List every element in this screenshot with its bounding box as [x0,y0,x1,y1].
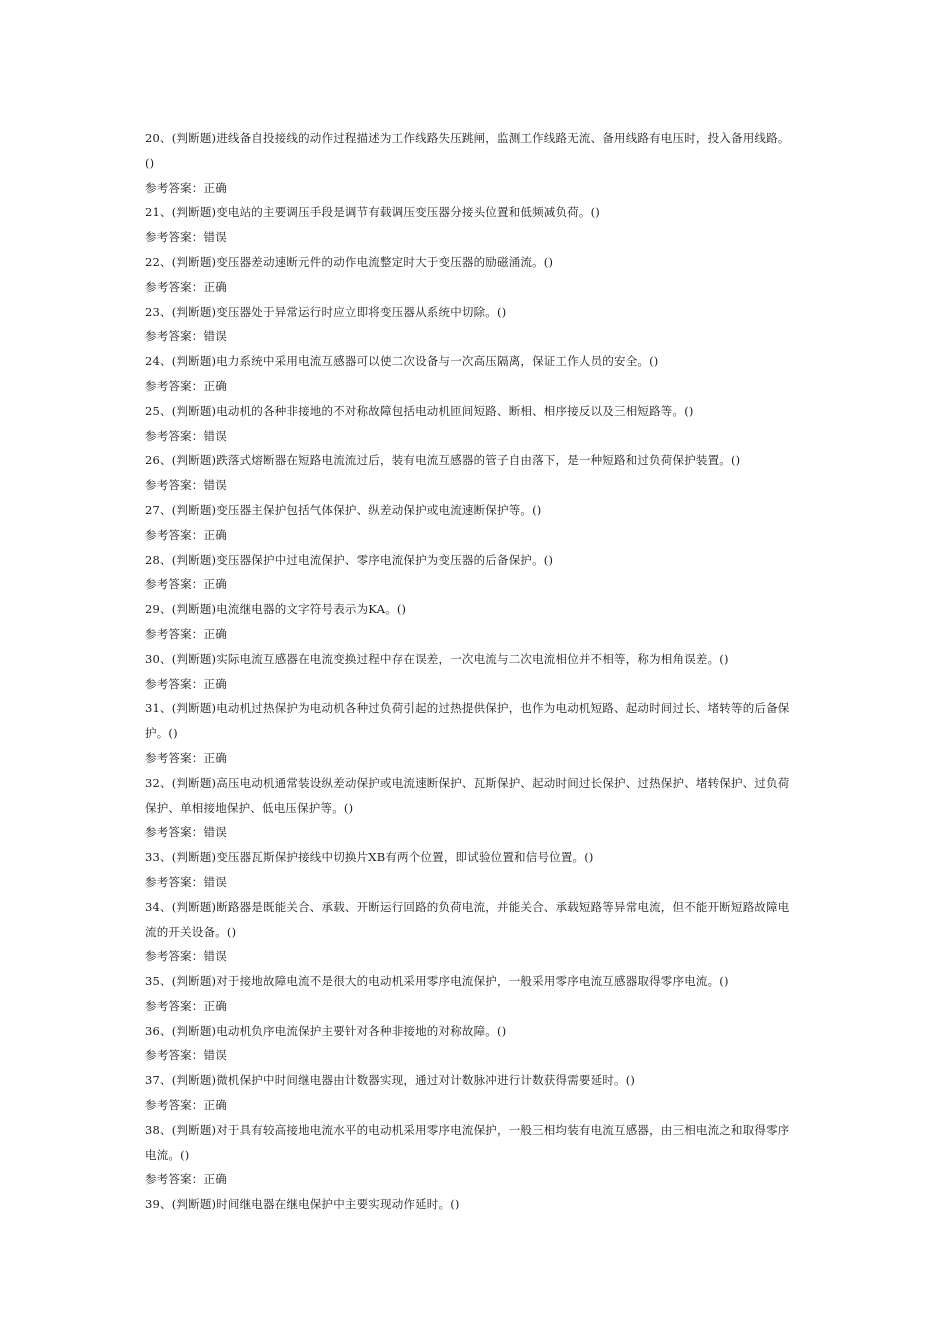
question-20-text: 20、(判断题)进线备自投接线的动作过程描述为工作线路失压跳闸，监测工作线路无流、备用线路有电压时，投入备用线路。 [145,131,790,145]
answer-35: 参考答案：正确 [145,998,227,1013]
answer-28: 参考答案：正确 [145,577,227,592]
question-32-text-cont: 保护、单相接地保护、低电压保护等。() [145,800,354,815]
question-37-text: 37、(判断题)微机保护中时间继电器由计数器实现，通过对计数脉冲进行计数获得需要延时。() [145,1073,636,1088]
answer-26: 参考答案：错误 [145,478,227,493]
answer-32: 参考答案：错误 [145,825,227,840]
answer-33: 参考答案：错误 [145,874,227,889]
question-28-text: 28、(判断题)变压器保护中过电流保护、零序电流保护为变压器的后备保护。() [145,552,554,567]
answer-31: 参考答案：正确 [145,750,227,765]
question-30-text: 30、(判断题)实际电流互感器在电流变换过程中存在误差，一次电流与二次电流相位并不相等，称为相角误差。() [145,651,729,666]
question-23-text: 23、(判断题)变压器处于异常运行时应立即将变压器从系统中切除。() [145,304,507,319]
answer-37: 参考答案：正确 [145,1098,227,1113]
answer-30: 参考答案：正确 [145,676,227,691]
question-24-text: 24、(判断题)电力系统中采用电流互感器可以使二次设备与一次高压隔离，保证工作人员的安全。() [145,354,659,369]
question-31-text-cont: 护。() [145,726,178,741]
question-21-text: 21、(判断题)变电站的主要调压手段是调节有载调压变压器分接头位置和低频减负荷。() [145,205,600,220]
question-33-text: 33、(判断题)变压器瓦斯保护接线中切换片XB有两个位置，即试验位置和信号位置。() [145,850,594,865]
question-38-text-cont: 电流。() [145,1147,190,1162]
answer-29: 参考答案：正确 [145,626,227,641]
question-29-text: 29、(判断题)电流继电器的文字符号表示为KA。() [145,602,407,617]
answer-36: 参考答案：错误 [145,1048,227,1063]
answer-21: 参考答案：错误 [145,230,227,245]
answer-24: 参考答案：正确 [145,378,227,393]
answer-34: 参考答案：错误 [145,949,227,964]
answer-25: 参考答案：错误 [145,428,227,443]
question-25-text: 25、(判断题)电动机的各种非接地的不对称故障包括电动机匝间短路、断相、相序接反以及三相短路等。() [145,403,694,418]
answer-38: 参考答案：正确 [145,1172,227,1187]
question-34-text-cont: 流的开关设备。() [145,924,237,939]
answer-22: 参考答案：正确 [145,279,227,294]
question-36-text: 36、(判断题)电动机负序电流保护主要针对各种非接地的对称故障。() [145,1023,507,1038]
question-39-text: 39、(判断题)时间继电器在继电保护中主要实现动作延时。() [145,1197,460,1212]
answer-23: 参考答案：错误 [145,329,227,344]
question-26-text: 26、(判断题)跌落式熔断器在短路电流流过后，装有电流互感器的管子自由落下，是一种短路和过负荷保护装置。() [145,453,741,468]
question-22-text: 22、(判断题)变压器差动速断元件的动作电流整定时大于变压器的励磁涌流。() [145,254,554,269]
question-34-text: 34、(判断题)断路器是既能关合、承载、开断运行回路的负荷电流，并能关合、承载短路等异常电流，但不能开断短路故障电 [145,899,790,914]
question-list [145,126,810,1217]
question-31-text: 31、(判断题)电动机过热保护为电动机各种过负荷引起的过热提供保护，也作为电动机短路、起动时间过长、堵转等的后备保 [145,701,790,716]
question-38-text: 38、(判断题)对于具有较高接地电流水平的电动机采用零序电流保护，一般三相均装有电流互感器，由三相电流之和取得零序 [145,1122,790,1137]
answer-20: 参考答案：正确 [145,180,227,195]
question-32-text: 32、(判断题)高压电动机通常装设纵差动保护或电流速断保护、瓦斯保护、起动时间过长保护、过热保护、堵转保护、过负荷 [145,775,790,790]
question-35-text: 35、(判断题)对于接地故障电流不是很大的电动机采用零序电流保护，一般采用零序电流互感器取得零序电流。() [145,974,729,989]
question-27-text: 27、(判断题)变压器主保护包括气体保护、纵差动保护或电流速断保护等。() [145,502,542,517]
answer-27: 参考答案：正确 [145,527,227,542]
question-20-text-cont: () [145,155,155,170]
